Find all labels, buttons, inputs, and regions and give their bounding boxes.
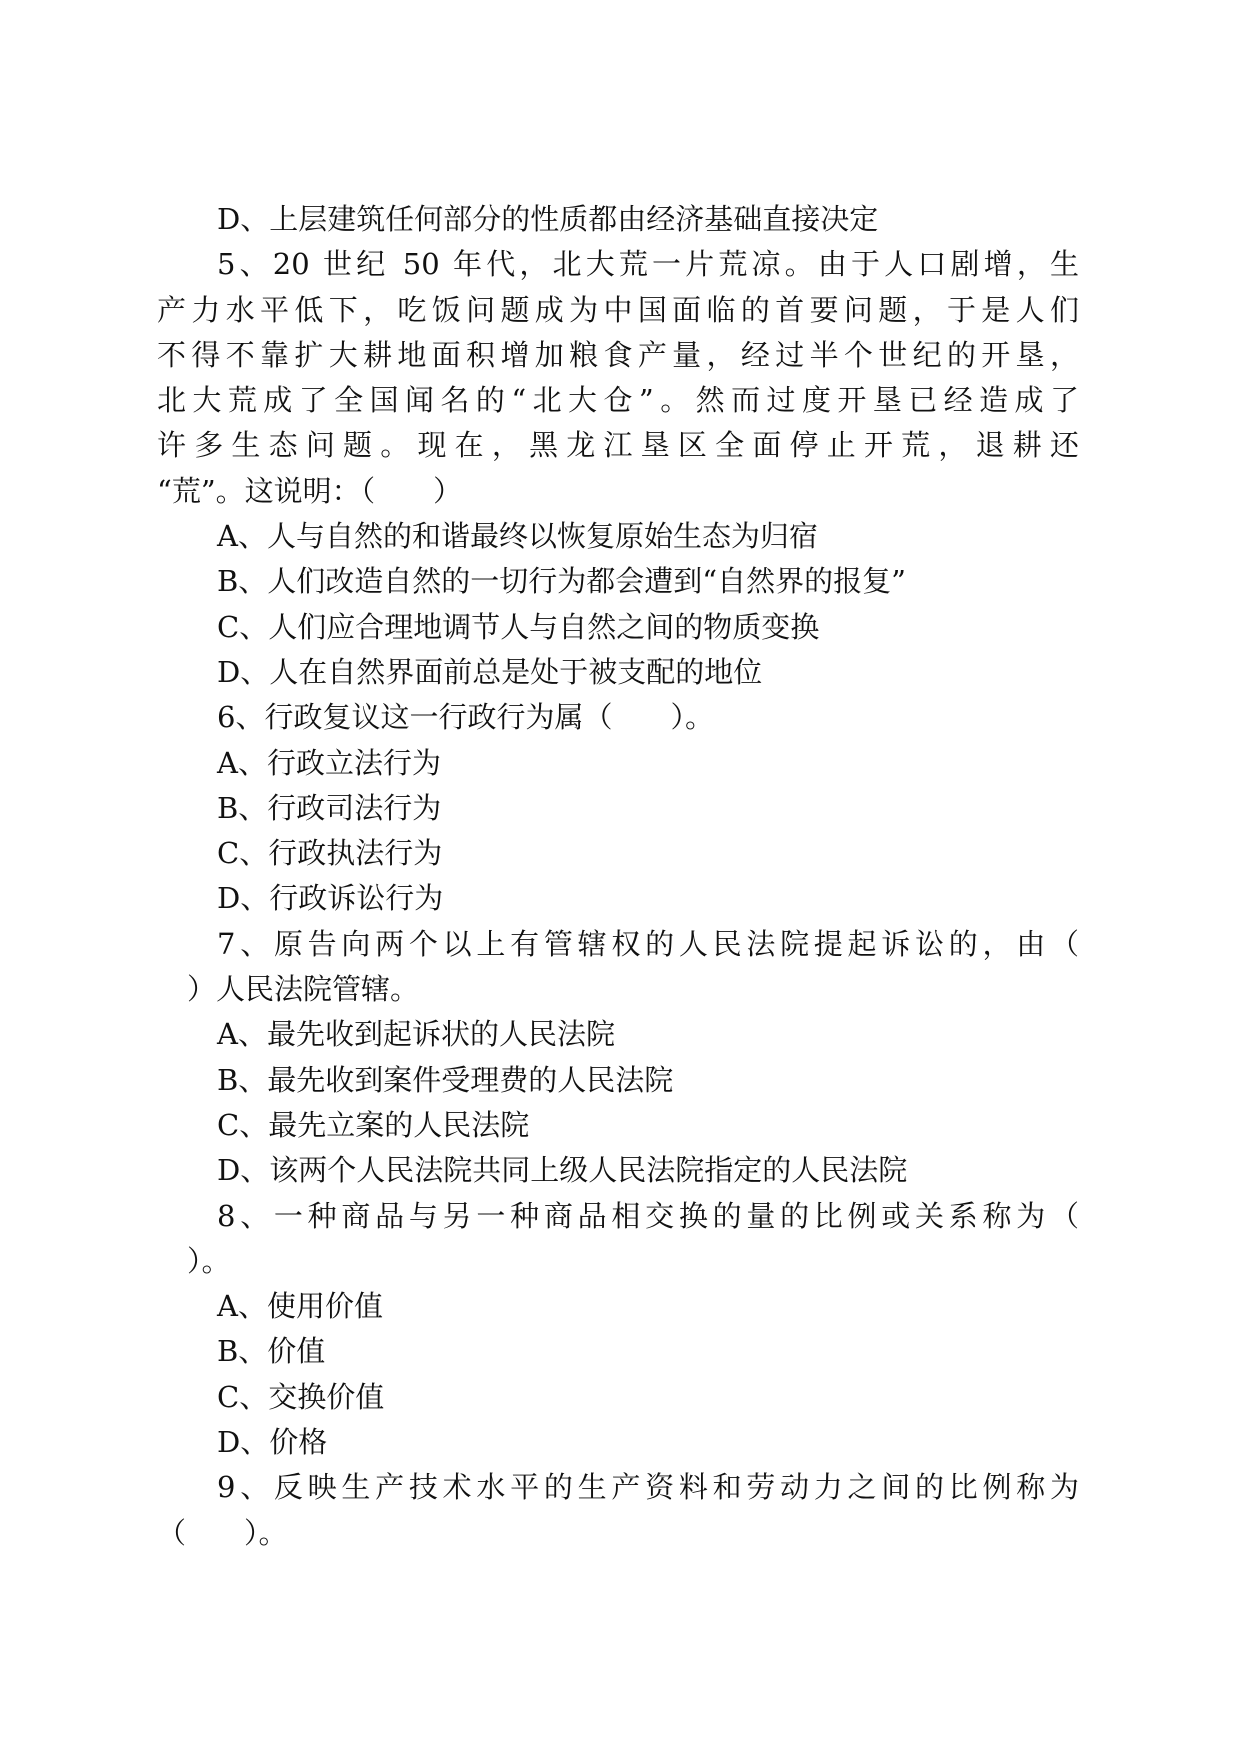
- q6-option-b: B、行政司法行为: [217, 790, 442, 825]
- q8-stem-line-1: 8、一种商品与另一种商品相交换的量的比例或关系称为（: [217, 1198, 1079, 1233]
- q6-option-a: A、行政立法行为: [217, 745, 441, 780]
- q7-stem-line-1: 7、原告向两个以上有管辖权的人民法院提起诉讼的，由（: [217, 926, 1079, 961]
- q7-option-d: D、该两个人民法院共同上级人民法院指定的人民法院: [217, 1153, 908, 1188]
- q8-option-a: A、使用价值: [217, 1289, 383, 1324]
- q8-option-b: B、价值: [217, 1334, 326, 1369]
- q6-option-d: D、行政诉讼行为: [217, 881, 444, 916]
- q7-stem-line-2: ）人民法院管辖。: [187, 972, 420, 1007]
- question-7: [157, 922, 1079, 1194]
- q6-option-c: C、行政执法行为: [217, 836, 443, 871]
- q5-option-d: D、人在自然界面前总是处于被支配的地位: [217, 654, 763, 689]
- q6-stem: 6、行政复议这一行政行为属（ ）。: [217, 700, 714, 735]
- document-page: [157, 197, 1079, 1556]
- q9-stem-line-1: 9、反映生产技术水平的生产资料和劳动力之间的比例称为: [217, 1470, 1079, 1505]
- q7-option-a: A、最先收到起诉状的人民法院: [217, 1017, 615, 1052]
- q5-option-a: A、人与自然的和谐最终以恢复原始生态为归宿: [217, 519, 818, 554]
- question-6: [157, 695, 1079, 921]
- question-9: [157, 1465, 1079, 1556]
- q4-option-d: D、上层建筑任何部分的性质都由经济基础直接决定: [217, 202, 879, 236]
- q5-option-b: B、人们改造自然的一切行为都会遭到“自然界的报复”: [217, 564, 906, 599]
- q9-stem-line-2: （ ）。: [157, 1515, 288, 1550]
- q8-option-d: D、价格: [217, 1425, 328, 1460]
- q5-stem-line-1: 5、20 世纪 50 年代，北大荒一片荒凉。由于人口剧增，生: [217, 247, 1079, 282]
- q8-option-c: C、交换价值: [217, 1379, 385, 1414]
- q5-stem-line-2: 产力水平低下，吃饭问题成为中国面临的首要问题，于是人们: [157, 292, 1079, 327]
- q8-stem-line-2: ）。: [187, 1243, 231, 1278]
- q5-stem-line-4: 北大荒成了全国闻名的“北大仓”。然而过度开垦已经造成了: [157, 383, 1079, 418]
- question-5: [157, 242, 1079, 695]
- q5-stem-line-6: “荒”。这说明：（ ）: [157, 473, 463, 508]
- q7-option-b: B、最先收到案件受理费的人民法院: [217, 1062, 674, 1097]
- q5-stem-line-5: 许多生态问题。现在，黑龙江垦区全面停止开荒，退耕还: [157, 428, 1079, 463]
- q7-option-c: C、最先立案的人民法院: [217, 1107, 530, 1142]
- q5-stem-line-3: 不得不靠扩大耕地面积增加粮食产量，经过半个世纪的开垦，: [157, 337, 1079, 372]
- question-8: [157, 1194, 1079, 1466]
- q5-option-c: C、人们应合理地调节人与自然之间的物质变换: [217, 609, 820, 644]
